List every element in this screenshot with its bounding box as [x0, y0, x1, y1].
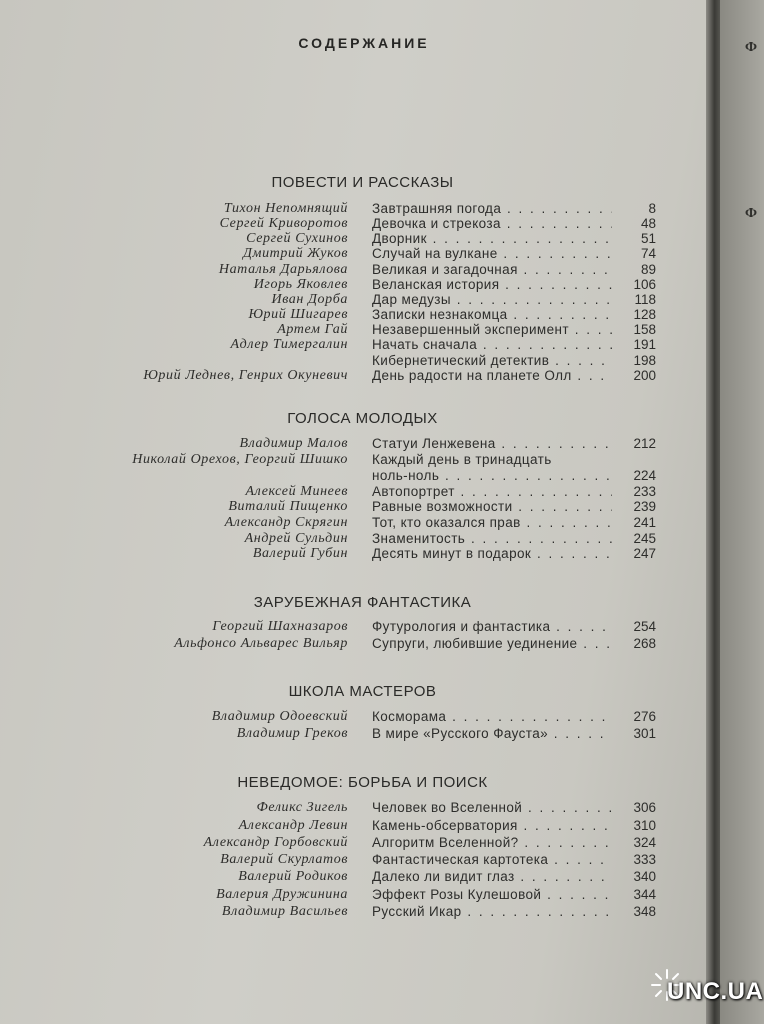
- toc-entry: [0, 887, 706, 903]
- entry-title: Дар медузы . . .: [372, 292, 612, 308]
- contents-heading: СОДЕРЖАНИЕ: [298, 35, 430, 51]
- entry-title: Русский Икар . . .: [372, 904, 612, 920]
- toc-entry: [0, 546, 706, 562]
- entry-title-continued: ноль-ноль . . .: [372, 468, 612, 484]
- entry-page: 254: [633, 619, 656, 634]
- toc-entry: [0, 246, 706, 262]
- entry-title: Знаменитость . . .: [372, 531, 612, 547]
- entry-title: Случай на вулкане . . .: [372, 246, 612, 262]
- entry-author: Виталий Пищенко: [228, 499, 348, 514]
- entry-title: Веланская история . . .: [372, 277, 612, 293]
- entry-title: Футурология и фантастика . . .: [372, 619, 612, 635]
- toc-entry: [0, 277, 706, 293]
- entry-page: 324: [633, 835, 656, 850]
- entry-title: Эффект Розы Кулешовой . . .: [372, 887, 612, 903]
- toc-entry: [0, 292, 706, 308]
- entry-page: 333: [633, 852, 656, 867]
- toc-entry: [0, 484, 706, 500]
- toc-entry: [0, 619, 706, 635]
- entry-page: 247: [633, 546, 656, 561]
- toc-entry: [0, 852, 706, 868]
- toc-entry: [0, 515, 706, 531]
- watermark-logo: UNC.UA: [667, 978, 764, 1005]
- entry-page: 212: [633, 436, 656, 451]
- section-title: ГОЛОСА МОЛОДЫХ: [287, 410, 438, 427]
- toc-entry: [0, 231, 706, 247]
- entry-author: Юрий Шигарев: [248, 307, 348, 322]
- entry-title: Девочка и стрекоза . . .: [372, 216, 612, 232]
- toc-entry: [0, 452, 706, 468]
- entry-author: Феликс Зигель: [256, 800, 348, 815]
- section-title: НЕВЕДОМОЕ: БОРЬБА И ПОИСК: [237, 774, 488, 791]
- entry-author: Альфонсо Альварес Вильяр: [174, 636, 348, 651]
- entry-page: 200: [633, 368, 656, 383]
- entry-page: 268: [633, 636, 656, 651]
- entry-title: В мире «Русского Фауста» . . .: [372, 726, 612, 742]
- entry-title: Завтрашняя погода . . .: [372, 201, 612, 217]
- entry-title: Косморама . . .: [372, 709, 612, 725]
- entry-page: 48: [640, 216, 656, 231]
- entry-author: Тихон Непомнящий: [223, 201, 348, 216]
- entry-page: 306: [633, 800, 656, 815]
- entry-author: Валерий Губин: [252, 546, 348, 561]
- entry-title: Алгоритм Вселенной? . . .: [372, 835, 612, 851]
- entry-author: Алексей Минеев: [245, 484, 348, 499]
- entry-page: 191: [633, 337, 656, 352]
- entry-page: 310: [633, 818, 656, 833]
- toc-entry: [0, 709, 706, 725]
- entry-page: 8: [648, 201, 656, 216]
- entry-author: Александр Горбовский: [203, 835, 348, 850]
- section-title: ШКОЛА МАСТЕРОВ: [288, 683, 437, 700]
- toc-entry: [0, 835, 706, 851]
- entry-author: Валерия Дружинина: [216, 887, 348, 902]
- entry-title: Автопортрет . . .: [372, 484, 612, 500]
- entry-title: День радости на планете Олл . . .: [372, 368, 612, 384]
- entry-title: Тот, кто оказался прав . . .: [372, 515, 612, 531]
- entry-author: Валерий Скурлатов: [220, 852, 348, 867]
- entry-author: Сергей Сухинов: [246, 231, 348, 246]
- toc-entry: [0, 904, 706, 920]
- entry-author: Артем Гай: [277, 322, 348, 337]
- entry-author: Александр Левин: [238, 818, 348, 833]
- entry-title: Дворник . . .: [372, 231, 612, 247]
- entry-author: Андрей Сульдин: [244, 531, 348, 546]
- entry-author: Адлер Тимергалин: [230, 337, 348, 352]
- entry-title: Далеко ли видит глаз . . .: [372, 869, 612, 885]
- adjacent-page-letter: Ф: [745, 206, 758, 221]
- toc-entry: [0, 869, 706, 885]
- entry-title: Супруги, любившие уединение . . .: [372, 636, 612, 652]
- entry-page: 106: [633, 277, 656, 292]
- book-spine-gutter: [706, 0, 720, 1024]
- entry-page: 241: [633, 515, 656, 530]
- entry-author: Дмитрий Жуков: [243, 246, 348, 261]
- toc-entry: [0, 726, 706, 742]
- entry-title: Статуи Ленжевена . . .: [372, 436, 612, 452]
- entry-author: Владимир Греков: [236, 726, 348, 741]
- section-title: ЗАРУБЕЖНАЯ ФАНТАСТИКА: [253, 594, 472, 611]
- entry-title: Великая и загадочная . . .: [372, 262, 612, 278]
- entry-author: Иван Дорба: [271, 292, 348, 307]
- entry-page: 233: [633, 484, 656, 499]
- entry-title: Камень-обсерватория . . .: [372, 818, 612, 834]
- entry-author: Наталья Дарьялова: [218, 262, 348, 277]
- entry-title: Записки незнакомца . . .: [372, 307, 612, 323]
- toc-entry: [0, 216, 706, 232]
- entry-page: 245: [633, 531, 656, 546]
- entry-page: 276: [633, 709, 656, 724]
- entry-author: Владимир Одоевский: [211, 709, 348, 724]
- entry-page: 74: [640, 246, 656, 261]
- entry-title: Кибернетический детектив . . .: [372, 353, 612, 369]
- entry-author: Игорь Яковлев: [253, 277, 348, 292]
- entry-page: 158: [633, 322, 656, 337]
- toc-entry: [0, 499, 706, 515]
- toc-entry: [0, 322, 706, 338]
- entry-author: Владимир Малов: [239, 436, 348, 451]
- entry-page: 301: [633, 726, 656, 741]
- entry-page: 51: [640, 231, 656, 246]
- toc-entry: [0, 436, 706, 452]
- entry-title: Человек во Вселенной . . .: [372, 800, 612, 816]
- entry-page: 224: [633, 468, 656, 483]
- entry-page: 344: [633, 887, 656, 902]
- entry-title: Каждый день в тринадцать: [372, 452, 552, 467]
- toc-entry: [0, 201, 706, 217]
- toc-entry: [0, 337, 706, 353]
- entry-author: Николай Орехов, Георгий Шишко: [132, 452, 348, 467]
- entry-page: 239: [633, 499, 656, 514]
- adjacent-page-letter: Ф: [745, 40, 758, 55]
- entry-author: Александр Скрягин: [224, 515, 348, 530]
- entry-page: 128: [633, 307, 656, 322]
- entry-title: Незавершенный эксперимент . . .: [372, 322, 612, 338]
- toc-entry: [0, 368, 706, 384]
- entry-title: Десять минут в подарок . . .: [372, 546, 612, 562]
- entry-title: Равные возможности . . .: [372, 499, 612, 515]
- toc-entry: [0, 800, 706, 816]
- entry-page: 198: [633, 353, 656, 368]
- section-title: ПОВЕСТИ И РАССКАЗЫ: [271, 174, 454, 191]
- toc-entry: [0, 307, 706, 323]
- entry-author: Юрий Леднев, Генрих Окуневич: [143, 368, 348, 383]
- toc-entry: [0, 262, 706, 278]
- entry-page: 89: [640, 262, 656, 277]
- adjacent-page: [720, 0, 764, 1024]
- entry-page: 340: [633, 869, 656, 884]
- entry-author: Георгий Шахназаров: [212, 619, 348, 634]
- toc-entry: [0, 353, 706, 369]
- toc-entry: [0, 636, 706, 652]
- entry-title: Фантастическая картотека . . .: [372, 852, 612, 868]
- entry-author: Валерий Родиков: [238, 869, 348, 884]
- entry-page: 348: [633, 904, 656, 919]
- toc-entry-continued: [0, 468, 706, 484]
- entry-page: 118: [634, 292, 656, 307]
- toc-entry: [0, 818, 706, 834]
- toc-entry: [0, 531, 706, 547]
- entry-title: Начать сначала . . .: [372, 337, 612, 353]
- entry-author: Сергей Криворотов: [219, 216, 348, 231]
- entry-author: Владимир Васильев: [221, 904, 348, 919]
